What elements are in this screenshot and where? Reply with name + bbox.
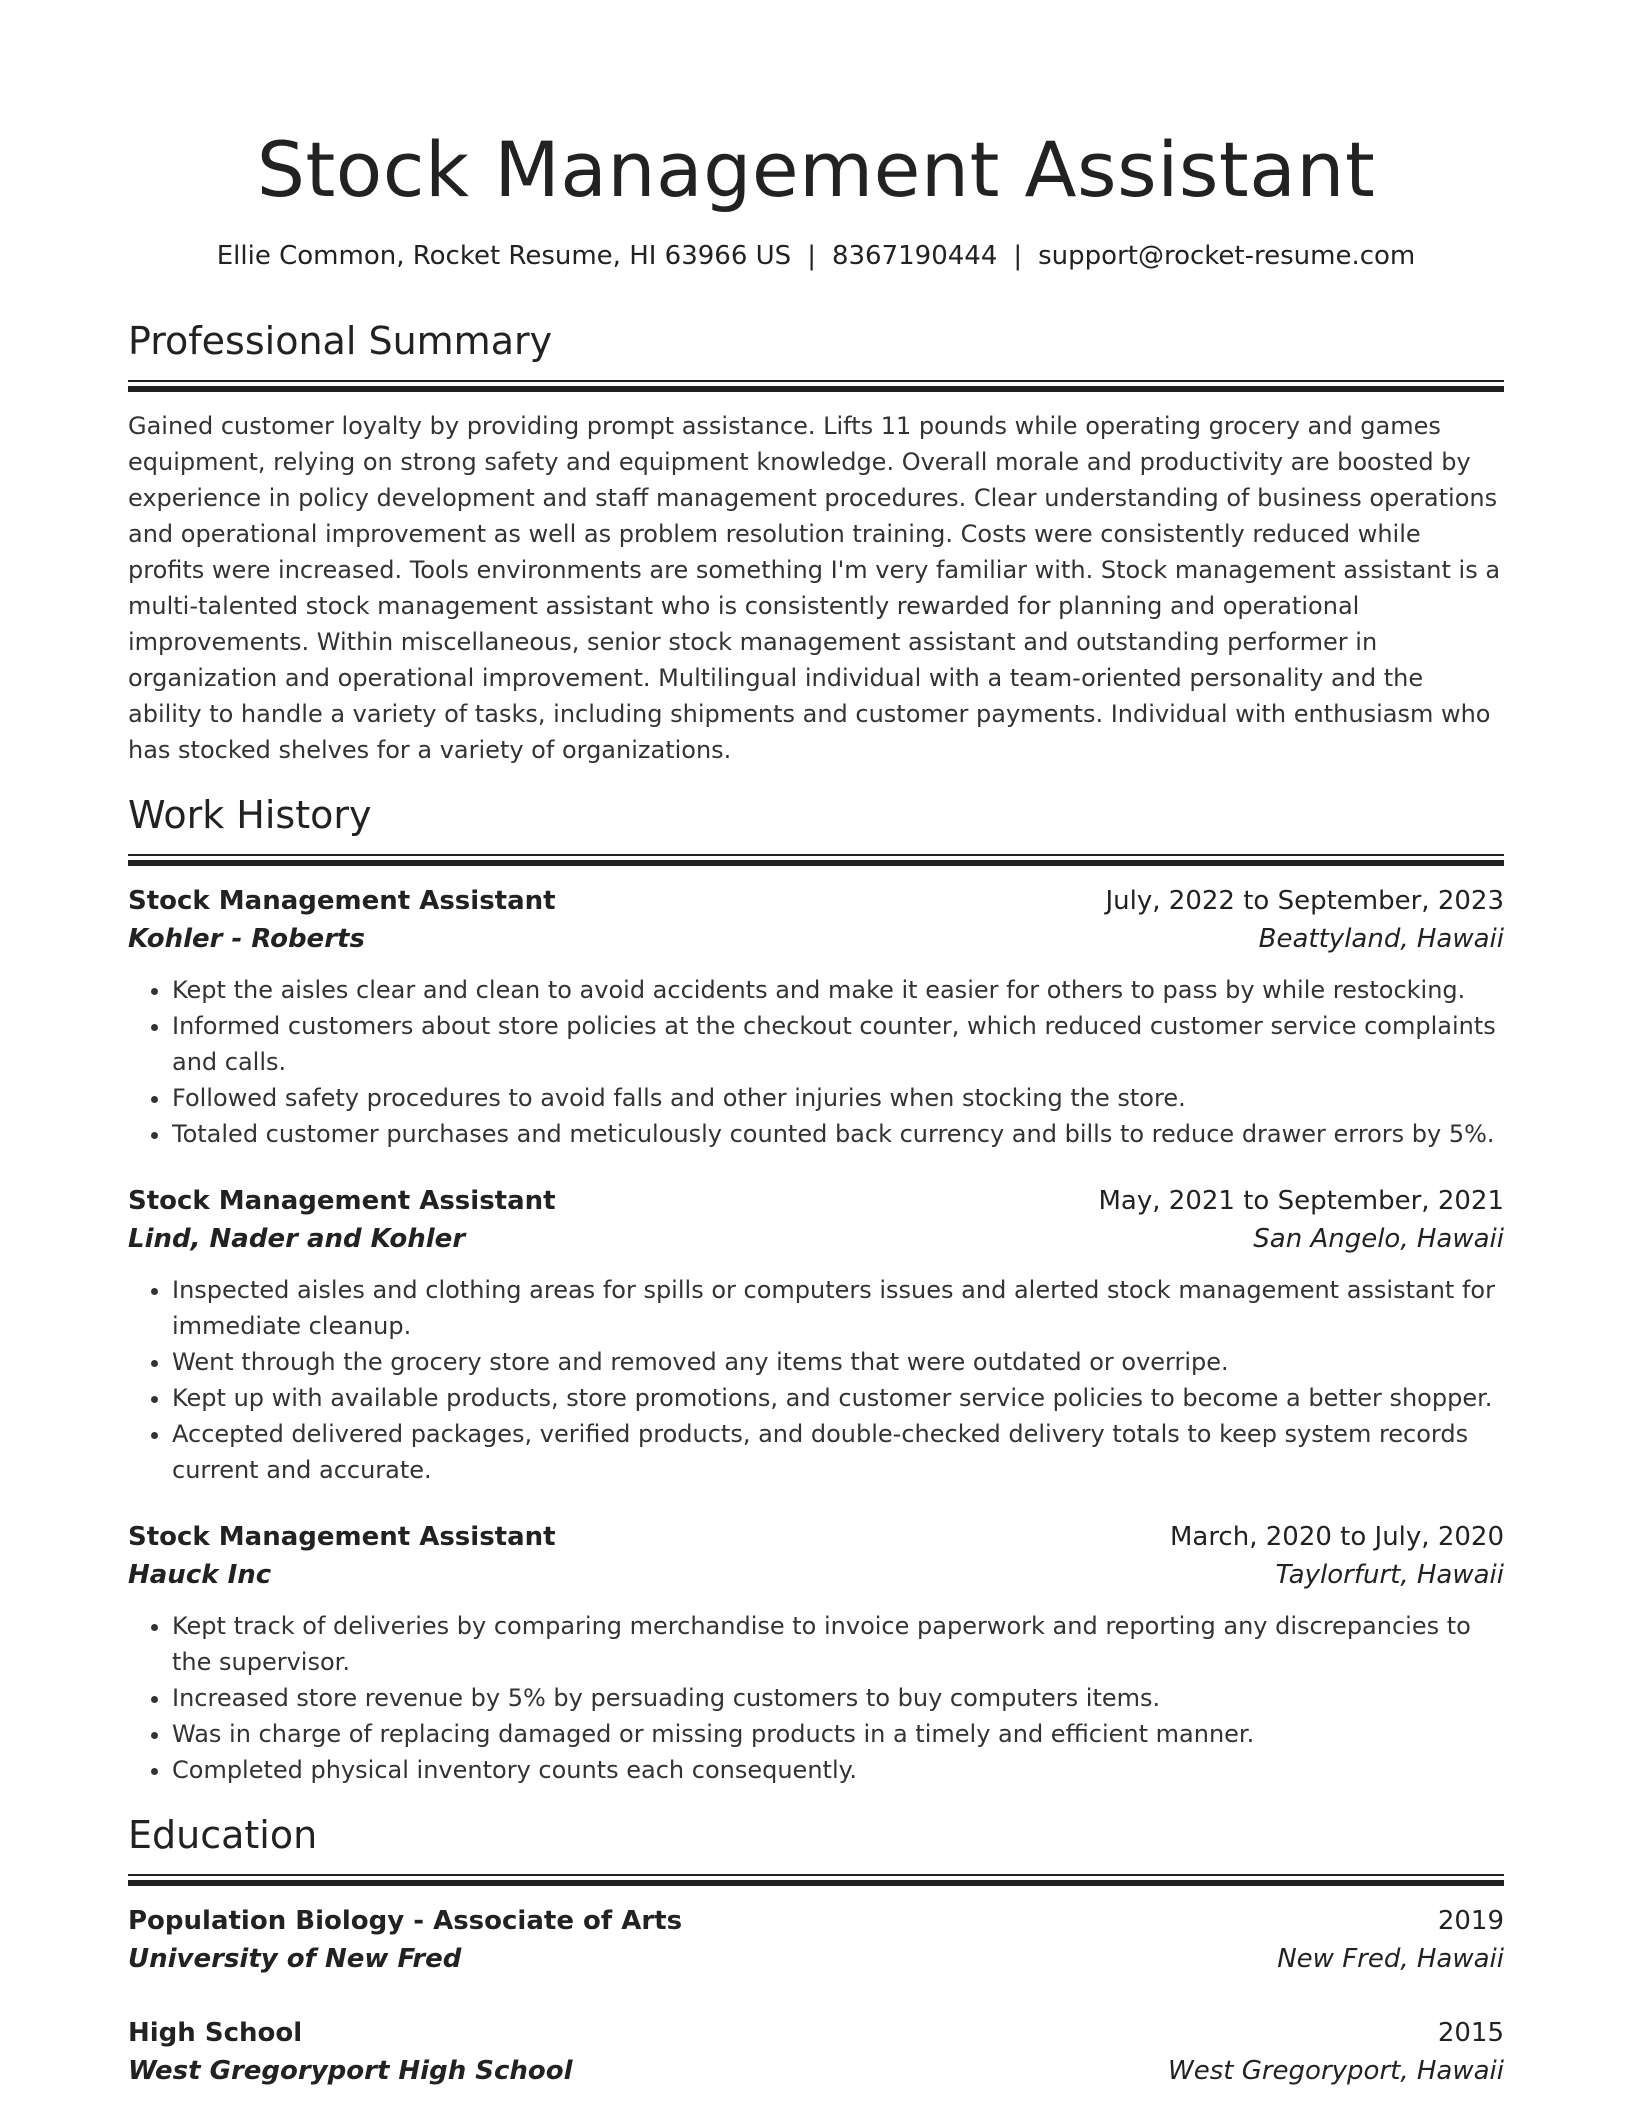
contact-separator: | <box>1013 241 1023 271</box>
section-heading: Education <box>128 1813 318 1857</box>
list-item: • Went through the grocery store and removed any items that were outdated or overripe. <box>172 1344 1504 1380</box>
job-dates: July, 2022 to September, 2023 <box>1105 886 1504 916</box>
school-name: University of New Fred <box>128 1944 462 1974</box>
job-bullets <box>128 972 1504 1152</box>
job-entry <box>128 1518 1504 1788</box>
school-location: West Gregoryport, Hawaii <box>1168 2056 1504 2086</box>
list-item: • Was in charge of replacing damaged or missing products in a timely and efficient manner. <box>172 1716 1504 1752</box>
school-name: West Gregoryport High School <box>128 2056 573 2086</box>
list-item: • Completed physical inventory counts each consequently. <box>172 1752 1504 1788</box>
education-entry <box>128 1902 1504 1978</box>
contact-line <box>128 236 1504 276</box>
list-item: • Kept the aisles clear and clean to avoid accidents and make it easier for others to pass by while restocking. <box>172 972 1504 1008</box>
resume-title: Stock Management Assistant <box>256 125 1376 214</box>
job-entry <box>128 1182 1504 1488</box>
job-entry <box>128 882 1504 1152</box>
education-entry <box>128 2014 1504 2090</box>
section-divider <box>128 1874 1504 1884</box>
job-location: Taylorfurt, Hawaii <box>1275 1560 1504 1590</box>
list-item: • Kept track of deliveries by comparing merchandise to invoice paperwork and reporting any discrepancies to the supervisor. <box>172 1608 1504 1680</box>
company-name: Hauck Inc <box>128 1560 272 1590</box>
list-item: • Inspected aisles and clothing areas for spills or computers issues and alerted stock management assistant for immediate cleanup. <box>172 1272 1504 1344</box>
resume-content <box>128 0 1504 2090</box>
contact-email: support@rocket-resume.com <box>1038 241 1416 271</box>
list-item: • Informed customers about store policies at the checkout counter, which reduced customer service complaints and calls. <box>172 1008 1504 1080</box>
school-location: New Fred, Hawaii <box>1277 1944 1504 1974</box>
summary-text: Gained customer loyalty by providing prompt assistance. Lifts 11 pounds while operating grocery and games equipment, relying on strong safety and equipment knowledge. Overall morale and productivity are boosted by experience in policy development and staff management procedures. Clear understanding of business operations and operational improvement as well as problem resolution training. Costs were consistently reduced while profits were increased. Tools environments are something I'm very familiar with. Stock management assistant is a multi-talented stock management assistant who is consistently rewarded for planning and operational improvements. Within miscellaneous, senior stock management assistant and outstanding performer in organization and operational improvement. Multilingual individual with a team-oriented personality and the ability to handle a variety of tasks, including shipments and customer payments. Individual with enthusiasm who has stocked shelves for a variety of organizations. <box>128 412 1501 764</box>
contact-separator: | <box>807 241 816 271</box>
job-location: San Angelo, Hawaii <box>1253 1224 1504 1254</box>
section-divider <box>128 854 1504 864</box>
job-title: Stock Management Assistant <box>128 886 556 916</box>
job-location: Beattyland, Hawaii <box>1258 924 1504 954</box>
job-dates: May, 2021 to September, 2021 <box>1098 1186 1504 1216</box>
list-item: • Accepted delivered packages, verified products, and double-checked delivery totals to keep system records current and accurate. <box>172 1416 1504 1488</box>
graduation-year: 2015 <box>1437 2018 1504 2048</box>
section-heading: Professional Summary <box>128 319 553 363</box>
summary-section <box>128 316 1504 768</box>
job-dates: March, 2020 to July, 2020 <box>1169 1522 1504 1552</box>
list-item: • Increased store revenue by 5% by persuading customers to buy computers items. <box>172 1680 1504 1716</box>
contact-phone: 8367190444 <box>831 241 998 271</box>
education-section <box>128 1810 1504 2090</box>
job-bullets <box>128 1272 1504 1488</box>
graduation-year: 2019 <box>1437 1906 1504 1936</box>
list-item: • Totaled customer purchases and meticulously counted back currency and bills to reduce drawer errors by 5%. <box>172 1116 1504 1152</box>
job-title: Stock Management Assistant <box>128 1186 556 1216</box>
degree-name: High School <box>128 2018 303 2048</box>
job-bullets <box>128 1608 1504 1788</box>
list-item: • Kept up with available products, store promotions, and customer service policies to become a better shopper. <box>172 1380 1504 1416</box>
work-history-section <box>128 790 1504 1788</box>
section-heading: Work History <box>128 793 372 837</box>
degree-name: Population Biology - Associate of Arts <box>128 1906 683 1936</box>
contact-address: Ellie Common, Rocket Resume, HI 63966 US <box>216 241 792 271</box>
job-title: Stock Management Assistant <box>128 1522 556 1552</box>
list-item: • Followed safety procedures to avoid falls and other injuries when stocking the store. <box>172 1080 1504 1116</box>
company-name: Lind, Nader and Kohler <box>128 1224 466 1254</box>
company-name: Kohler - Roberts <box>128 924 365 954</box>
section-divider <box>128 380 1504 390</box>
